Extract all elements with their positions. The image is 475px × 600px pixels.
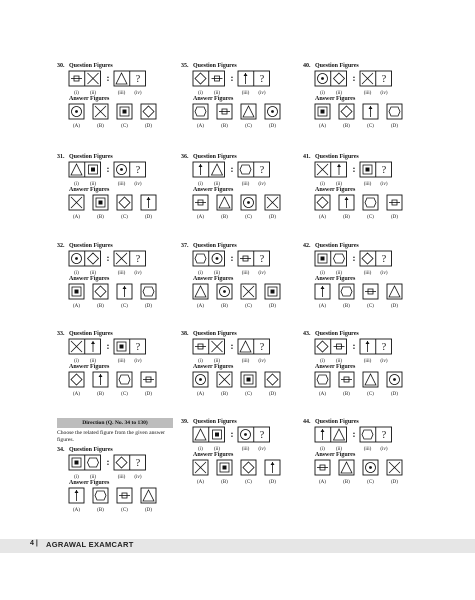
figure-label-2: (ii): [213, 271, 221, 276]
figure-label-3: (iii): [363, 91, 372, 96]
answer-option-d: (D): [145, 508, 152, 513]
figure-label-1: (i): [198, 271, 203, 276]
question-figures-label: Question Figures: [315, 63, 359, 69]
question-figures-label: Question Figures: [193, 243, 237, 249]
answer-option-c: (C): [245, 304, 252, 309]
figure-label-2: (ii): [213, 91, 221, 96]
answer-option-d: (D): [145, 304, 152, 309]
question-number: 33.: [57, 331, 65, 337]
ratio-colon: :: [106, 457, 110, 467]
question-number: 36.: [181, 154, 189, 160]
figure-label-3: (iii): [363, 271, 372, 276]
answer-option-c: (C): [121, 304, 128, 309]
question-number: 30.: [57, 63, 65, 69]
question-figures-label: Question Figures: [69, 243, 113, 249]
ratio-colon: :: [352, 429, 356, 439]
figure-label-3: (iii): [363, 447, 372, 452]
answer-option-c: (C): [121, 215, 128, 220]
answer-option-d: (D): [145, 215, 152, 220]
figure-label-4: (iv): [258, 271, 266, 276]
figure-label-3: (iii): [363, 359, 372, 364]
figure-label-1: (i): [320, 271, 325, 276]
question-41: [315, 162, 402, 210]
question-36: [193, 162, 280, 210]
question-number: 39.: [181, 419, 189, 425]
figure-label-2: (ii): [335, 447, 343, 452]
figure-label-1: (i): [74, 182, 79, 187]
figure-label-1: (i): [74, 271, 79, 276]
figure-label-2: (ii): [89, 359, 97, 364]
direction-text: Choose the related figure from the given answer figures.: [57, 430, 165, 443]
answer-option-b: (B): [97, 304, 104, 309]
figure-label-1: (i): [74, 359, 79, 364]
figure-label-4: (iv): [134, 182, 142, 187]
answer-option-a: (A): [197, 480, 204, 485]
figure-label-1: (i): [320, 91, 325, 96]
answer-option-a: (A): [319, 392, 326, 397]
answer-option-d: (D): [391, 124, 398, 129]
figure-label-4: (iv): [380, 91, 388, 96]
answer-option-c: (C): [367, 392, 374, 397]
ratio-colon: :: [352, 164, 356, 174]
answer-option-c: (C): [121, 392, 128, 397]
answer-option-d: (D): [269, 480, 276, 485]
answer-option-b: (B): [97, 124, 104, 129]
figure-label-2: (ii): [213, 359, 221, 364]
answer-option-a: (A): [197, 124, 204, 129]
question-mark: ?: [135, 342, 141, 353]
question-mark: ?: [381, 74, 387, 85]
figure-label-2: (ii): [335, 271, 343, 276]
ratio-colon: :: [230, 253, 234, 263]
question-mark: ?: [259, 254, 265, 265]
answer-option-b: (B): [343, 304, 350, 309]
figure-label-3: (iii): [117, 271, 126, 276]
question-figures-label: Question Figures: [193, 154, 237, 160]
question-mark: ?: [135, 254, 141, 265]
question-mark: ?: [135, 458, 141, 469]
ratio-colon: :: [230, 341, 234, 351]
answer-option-c: (C): [245, 215, 252, 220]
question-mark: ?: [259, 430, 265, 441]
footer-brand: AGRAWAL EXAMCART: [46, 539, 134, 549]
figure-label-4: (iv): [258, 182, 266, 187]
answer-figures-label: Answer Figures: [69, 480, 110, 486]
question-mark: ?: [135, 74, 141, 85]
answer-option-d: (D): [391, 304, 398, 309]
question-31: [69, 162, 156, 210]
question-number: 41.: [303, 154, 311, 160]
answer-figures-label: Answer Figures: [69, 187, 110, 193]
figure-label-4: (iv): [134, 91, 142, 96]
question-35: [193, 71, 280, 119]
figure-label-1: (i): [198, 91, 203, 96]
figure-label-3: (iii): [241, 91, 250, 96]
answer-option-d: (D): [269, 392, 276, 397]
answer-option-d: (D): [391, 480, 398, 485]
answer-figures-label: Answer Figures: [69, 276, 110, 282]
question-figures-label: Question Figures: [69, 154, 113, 160]
question-number: 38.: [181, 331, 189, 337]
question-mark: ?: [135, 165, 141, 176]
figure-label-1: (i): [320, 359, 325, 364]
answer-option-a: (A): [319, 215, 326, 220]
answer-option-a: (A): [319, 480, 326, 485]
figure-label-2: (ii): [335, 91, 343, 96]
footer-separator: |: [35, 540, 38, 547]
question-number: 43.: [303, 331, 311, 337]
figure-label-4: (iv): [134, 271, 142, 276]
answer-option-a: (A): [319, 124, 326, 129]
question-figures-label: Question Figures: [69, 447, 113, 453]
answer-option-b: (B): [221, 215, 228, 220]
answer-option-d: (D): [269, 304, 276, 309]
question-number: 31.: [57, 154, 65, 160]
question-number: 35.: [181, 63, 189, 69]
question-44: [315, 427, 402, 475]
figure-label-1: (i): [198, 182, 203, 187]
answer-option-a: (A): [197, 304, 204, 309]
question-number: 44.: [303, 419, 311, 425]
answer-option-d: (D): [269, 124, 276, 129]
answer-option-c: (C): [367, 304, 374, 309]
answer-option-c: (C): [367, 480, 374, 485]
figure-label-3: (iii): [117, 182, 126, 187]
answer-option-c: (C): [245, 124, 252, 129]
answer-figures-label: Answer Figures: [315, 96, 356, 102]
figure-label-1: (i): [74, 91, 79, 96]
answer-option-b: (B): [221, 480, 228, 485]
answer-figures-label: Answer Figures: [315, 276, 356, 282]
question-42: [315, 251, 402, 299]
answer-figures-label: Answer Figures: [193, 364, 234, 370]
answer-option-b: (B): [97, 508, 104, 513]
question-number: 42.: [303, 243, 311, 249]
answer-option-a: (A): [73, 124, 80, 129]
figure-label-3: (iii): [241, 447, 250, 452]
figure-label-4: (iv): [258, 359, 266, 364]
ratio-colon: :: [352, 73, 356, 83]
figure-label-2: (ii): [89, 475, 97, 480]
question-32: [69, 251, 156, 299]
question-figures-label: Question Figures: [69, 63, 113, 69]
question-figures-label: Question Figures: [315, 154, 359, 160]
figure-label-3: (iii): [363, 182, 372, 187]
ratio-colon: :: [352, 253, 356, 263]
answer-figures-label: Answer Figures: [315, 452, 356, 458]
direction-title: Direction (Q. No. 34 to 130): [57, 418, 173, 428]
figure-label-4: (iv): [380, 359, 388, 364]
question-mark: ?: [381, 342, 387, 353]
ratio-colon: :: [230, 164, 234, 174]
figure-label-2: (ii): [89, 91, 97, 96]
answer-option-d: (D): [391, 392, 398, 397]
ratio-colon: :: [106, 253, 110, 263]
answer-option-a: (A): [197, 215, 204, 220]
answer-option-b: (B): [343, 480, 350, 485]
question-mark: ?: [259, 165, 265, 176]
ratio-colon: :: [106, 341, 110, 351]
answer-figures-label: Answer Figures: [193, 452, 234, 458]
answer-figures-label: Answer Figures: [69, 364, 110, 370]
question-number: 40.: [303, 63, 311, 69]
figure-label-2: (ii): [335, 359, 343, 364]
answer-option-d: (D): [391, 215, 398, 220]
question-number: 37.: [181, 243, 189, 249]
question-43: [315, 339, 402, 387]
ratio-colon: :: [106, 164, 110, 174]
answer-figures-label: Answer Figures: [69, 96, 110, 102]
answer-option-c: (C): [367, 124, 374, 129]
figure-label-3: (iii): [241, 182, 250, 187]
answer-option-d: (D): [145, 124, 152, 129]
answer-option-b: (B): [343, 124, 350, 129]
answer-option-b: (B): [221, 392, 228, 397]
answer-option-a: (A): [197, 392, 204, 397]
question-34: [69, 455, 156, 503]
answer-figures-label: Answer Figures: [193, 96, 234, 102]
question-number: 32.: [57, 243, 65, 249]
answer-option-b: (B): [97, 215, 104, 220]
answer-figures-label: Answer Figures: [315, 364, 356, 370]
answer-option-c: (C): [367, 215, 374, 220]
answer-option-d: (D): [145, 392, 152, 397]
question-figures-label: Question Figures: [193, 419, 237, 425]
answer-option-c: (C): [245, 392, 252, 397]
question-mark: ?: [381, 430, 387, 441]
answer-option-c: (C): [121, 124, 128, 129]
answer-option-a: (A): [73, 508, 80, 513]
figure-label-1: (i): [74, 475, 79, 480]
figure-label-2: (ii): [213, 447, 221, 452]
question-figures-label: Question Figures: [315, 419, 359, 425]
ratio-colon: :: [106, 73, 110, 83]
question-mark: ?: [259, 342, 265, 353]
footer-page-number: [30, 540, 38, 547]
question-39: [193, 427, 280, 475]
figure-label-1: (i): [198, 359, 203, 364]
figure-label-3: (iii): [241, 359, 250, 364]
answer-option-b: (B): [221, 304, 228, 309]
figure-label-3: (iii): [117, 475, 126, 480]
question-38: [193, 339, 280, 387]
figure-label-2: (ii): [213, 182, 221, 187]
question-40: [315, 71, 402, 119]
answer-option-a: (A): [73, 392, 80, 397]
ratio-colon: :: [352, 341, 356, 351]
answer-option-a: (A): [319, 304, 326, 309]
figure-label-1: (i): [320, 447, 325, 452]
figure-label-4: (iv): [258, 91, 266, 96]
question-37: [193, 251, 280, 299]
question-33: [69, 339, 156, 387]
answer-option-c: (C): [121, 508, 128, 513]
answer-option-a: (A): [73, 215, 80, 220]
page-number: 4: [30, 540, 34, 547]
question-figures-label: Question Figures: [69, 331, 113, 337]
question-figures-label: Question Figures: [315, 243, 359, 249]
question-figures-label: Question Figures: [193, 331, 237, 337]
answer-option-b: (B): [343, 215, 350, 220]
answer-option-b: (B): [343, 392, 350, 397]
figure-label-3: (iii): [117, 359, 126, 364]
figure-label-3: (iii): [241, 271, 250, 276]
answer-option-b: (B): [97, 392, 104, 397]
figure-label-4: (iv): [380, 182, 388, 187]
ratio-colon: :: [230, 73, 234, 83]
question-number: 34.: [57, 447, 65, 453]
question-mark: ?: [381, 254, 387, 265]
answer-figures-label: Answer Figures: [193, 187, 234, 193]
answer-figures-label: Answer Figures: [193, 276, 234, 282]
figure-label-2: (ii): [335, 182, 343, 187]
figure-label-4: (iv): [134, 475, 142, 480]
answer-option-c: (C): [245, 480, 252, 485]
ratio-colon: :: [230, 429, 234, 439]
question-mark: ?: [259, 74, 265, 85]
question-mark: ?: [381, 165, 387, 176]
answer-option-d: (D): [269, 215, 276, 220]
figure-label-4: (iv): [380, 447, 388, 452]
answer-figures-label: Answer Figures: [315, 187, 356, 193]
figure-label-4: (iv): [258, 447, 266, 452]
figure-label-2: (ii): [89, 271, 97, 276]
question-figures-label: Question Figures: [193, 63, 237, 69]
figure-label-3: (iii): [117, 91, 126, 96]
figure-label-2: (ii): [89, 182, 97, 187]
question-figures-label: Question Figures: [315, 331, 359, 337]
figure-label-1: (i): [198, 447, 203, 452]
figure-label-4: (iv): [134, 359, 142, 364]
question-30: [69, 71, 156, 119]
answer-option-a: (A): [73, 304, 80, 309]
figure-label-4: (iv): [380, 271, 388, 276]
figure-label-1: (i): [320, 182, 325, 187]
answer-option-b: (B): [221, 124, 228, 129]
